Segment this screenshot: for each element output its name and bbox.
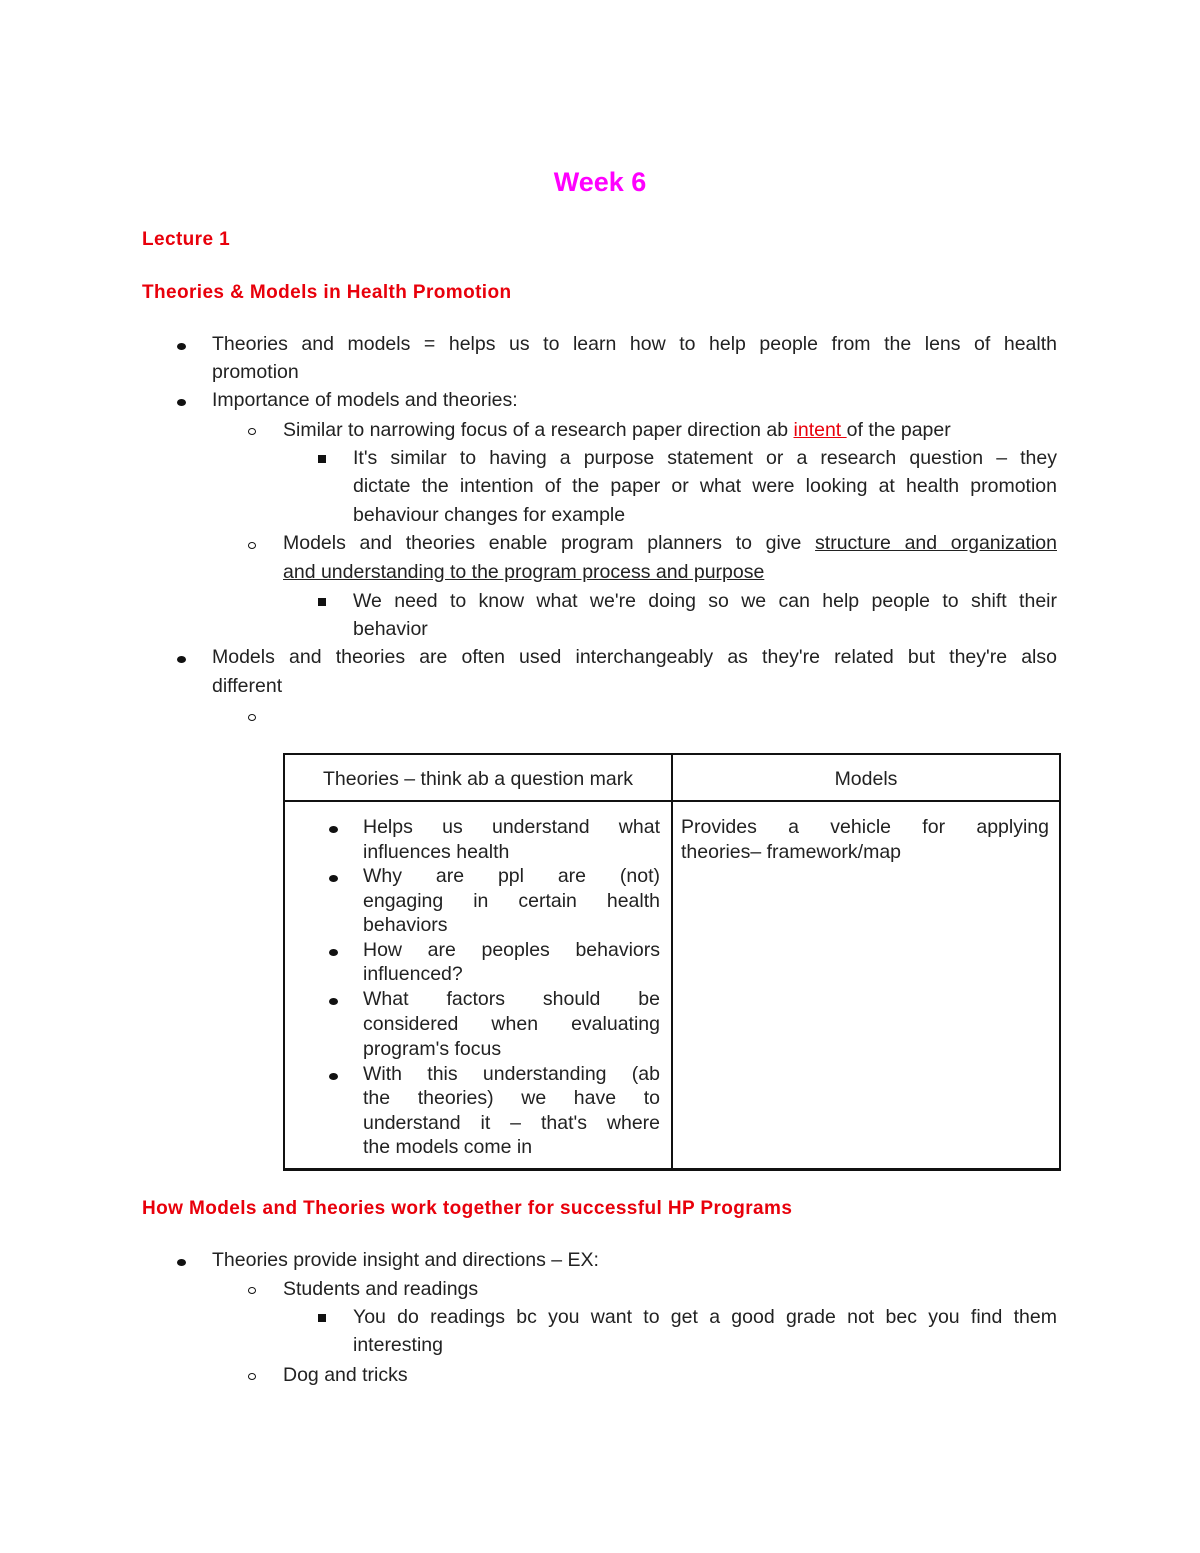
tertiary-bullet-text: behaviour changes for example xyxy=(353,504,626,526)
sub-bullet-text: Dog and tricks xyxy=(283,1364,408,1386)
tertiary-bullet-icon xyxy=(318,444,326,473)
table-header-theories: Theories – think ab a question mark xyxy=(322,768,633,790)
table-cell-line: behaviors xyxy=(363,914,448,936)
bullet-text: Theories provide insight and directions – EX: xyxy=(212,1249,599,1271)
comparison-table xyxy=(283,753,1061,1170)
table-cell-line: the theories) we have to xyxy=(363,1087,660,1109)
tertiary-bullet-text: It's similar to having a purpose statement or a research question – they xyxy=(353,447,1057,469)
bullet-icon xyxy=(177,387,186,416)
table-cell-line: theories– framework/map xyxy=(681,841,902,863)
table-cell-line: How are peoples behaviors xyxy=(363,939,660,961)
tertiary-bullet-icon xyxy=(318,1303,326,1332)
sub-bullet-icon xyxy=(248,530,256,559)
tertiary-bullet-text: You do readings bc you want to get a good grade not bec you find them xyxy=(353,1306,1057,1328)
table-cell-line: With this understanding (ab xyxy=(363,1063,660,1085)
bullet-icon xyxy=(177,1247,186,1276)
bullet-icon xyxy=(177,331,186,360)
table-cell-line: the models come in xyxy=(363,1136,533,1158)
highlighted-word: intent xyxy=(793,419,847,441)
section-heading-theories-models: Theories & Models in Health Promotion xyxy=(142,282,512,303)
table-cell-line: Helps us understand what xyxy=(363,816,660,838)
sub-bullet-icon xyxy=(248,416,256,445)
sub-bullet-icon xyxy=(248,1275,256,1304)
tertiary-bullet-icon xyxy=(318,587,326,616)
bullet-text: different xyxy=(212,675,283,697)
bullet-text: Theories and models = helps us to learn how to help people from the lens of health xyxy=(212,333,1057,355)
sub-bullet-icon xyxy=(248,1361,256,1390)
sub-bullet-text: Students and readings xyxy=(283,1278,479,1300)
table-header-models: Models xyxy=(834,768,898,790)
bullet-icon xyxy=(329,988,338,1013)
table-cell-line: engaging in certain health xyxy=(363,890,660,912)
table-cell-line: Why are ppl are (not) xyxy=(363,865,660,887)
tertiary-bullet-text: We need to know what we're doing so we can help people to shift their xyxy=(353,590,1057,612)
bullet-icon xyxy=(329,1063,338,1088)
bullet-text: Importance of models and theories: xyxy=(212,389,518,411)
table-cell-line: influenced? xyxy=(363,963,463,985)
bullet-text: Models and theories are often used interchangeably as they're related but they're also xyxy=(212,646,1057,668)
table-cell-line: program's focus xyxy=(363,1038,502,1060)
tertiary-bullet-text: behavior xyxy=(353,618,428,640)
bullet-icon xyxy=(177,644,186,673)
table-cell-line: influences health xyxy=(363,841,510,863)
lecture-heading: Lecture 1 xyxy=(142,229,231,250)
sub-bullet-text: Models and theories enable program planners to give structure and organization xyxy=(283,532,1057,554)
bullet-icon xyxy=(329,865,338,890)
bullet-icon xyxy=(329,939,338,964)
bullet-text: promotion xyxy=(212,361,299,383)
tertiary-bullet-text: interesting xyxy=(353,1334,443,1356)
table-cell-line: understand it – that's where xyxy=(363,1112,660,1134)
table-cell-line: What factors should be xyxy=(363,988,660,1010)
bullet-icon xyxy=(329,816,338,841)
table-cell-line: Provides a vehicle for applying xyxy=(681,816,1049,838)
section-heading-work-together: How Models and Theories work together for successful HP Programs xyxy=(142,1198,793,1219)
table-cell-line: considered when evaluating xyxy=(363,1013,660,1035)
sub-bullet-icon xyxy=(248,702,256,731)
tertiary-bullet-text: dictate the intention of the paper or what were looking at health promotion xyxy=(353,475,1057,497)
sub-bullet-text: Similar to narrowing focus of a research paper direction ab intent of the paper xyxy=(283,419,951,441)
page-title: Week 6 xyxy=(553,167,647,197)
sub-bullet-text: and understanding to the program process and purpose xyxy=(283,561,765,583)
